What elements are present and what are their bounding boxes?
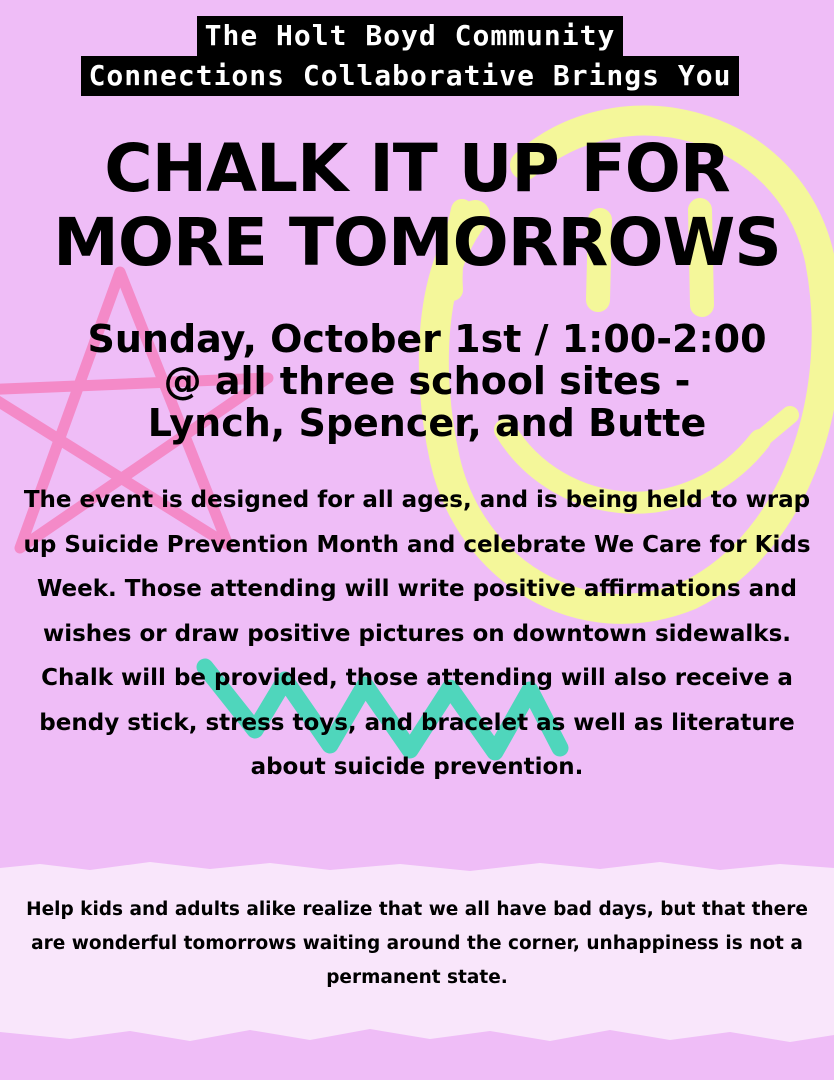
event-title-line1: CHALK IT UP FOR: [104, 130, 730, 207]
event-title-line2: MORE TOMORROWS: [53, 204, 781, 281]
event-date-time: Sunday, October 1st / 1:00-2:00: [87, 317, 767, 361]
event-description: The event is designed for all ages, and is being held to wrap up Suicide Prevention Month and celebrate We Care for Kids Week. Those attending will write positive affirmations and wishes or draw positive pictures on downtown sidewalks. Chalk will be provided, those attending will also receive a bendy stick, stress toys, and bracelet as well as literature about suicide prevention.: [23, 487, 811, 780]
event-location-line2: Lynch, Spencer, and Butte: [147, 401, 707, 445]
header-line-presents: Connections Collaborative Brings You: [81, 56, 740, 96]
event-details: [30, 318, 824, 444]
header-line-organization: The Holt Boyd Community: [197, 16, 624, 56]
event-title: [0, 132, 834, 280]
footer-message: Help kids and adults alike realize that we all have bad days, but that there are wonderful tomorrows waiting around the corner, unhappiness is not a permanent state.: [26, 899, 808, 988]
header-band: [50, 16, 770, 96]
event-location-line1: @ all three school sites -: [163, 359, 691, 403]
